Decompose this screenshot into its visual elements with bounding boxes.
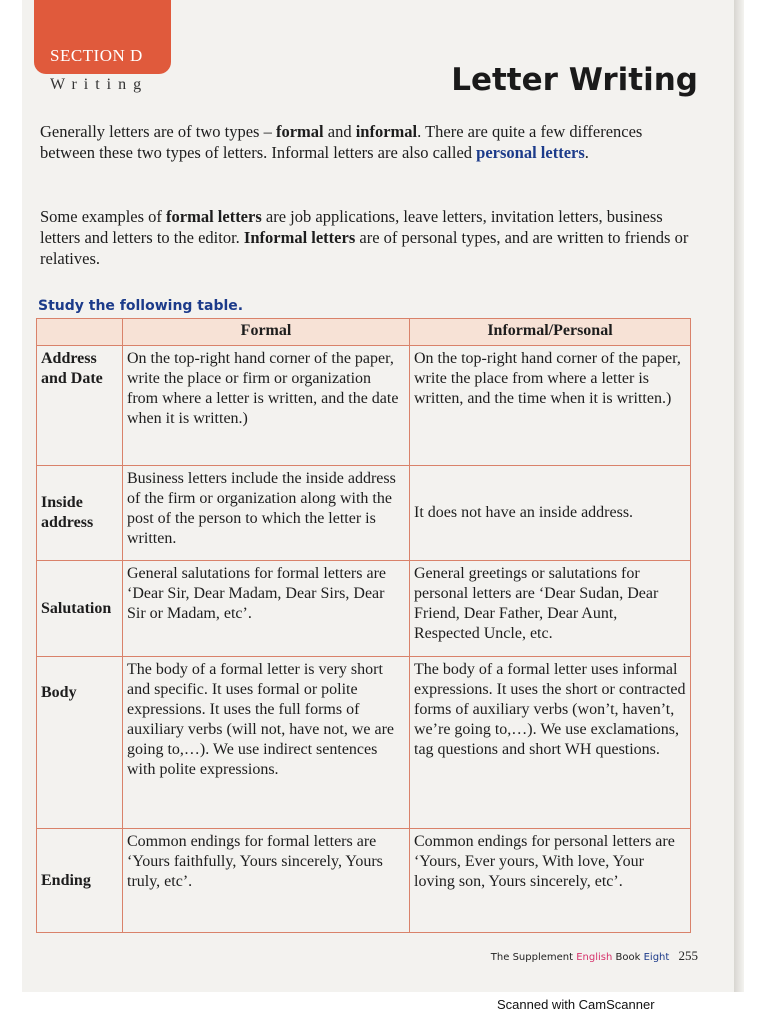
table-row <box>37 346 691 466</box>
row-label-salutation: Salutation <box>37 561 123 657</box>
table-row <box>37 561 691 657</box>
header-formal: Formal <box>123 319 410 346</box>
p2-bold-informal-letters: Informal letters <box>243 228 356 247</box>
table-intro: Study the following table. <box>38 298 244 314</box>
table-row <box>37 657 691 829</box>
section-subheading: Writing <box>50 76 149 93</box>
row-label-address-date: Address and Date <box>37 346 123 466</box>
informal-address-date: On the top-right hand corner of the paper, write the place from where a letter is written, and the time when it is written.) <box>410 346 691 466</box>
p1-text-b: and <box>323 122 356 141</box>
p1-bold-formal: formal <box>275 122 324 141</box>
footer-book-c: Book <box>615 952 641 963</box>
page-edge-shadow <box>734 0 744 992</box>
row-label-ending: Ending <box>37 829 123 933</box>
row-label-inside-address: Inside address <box>37 466 123 561</box>
footer-book-b: English <box>576 952 613 963</box>
informal-ending: Common endings for personal letters are ‘Yours, Ever yours, With love, Your loving son, Yours sincerely, etc’. <box>410 829 691 933</box>
p2-text-b: are job applications, leave letters, invitation letters, business letters and letters to the editor. <box>40 207 663 247</box>
p2-text-a: Some examples of <box>40 207 167 226</box>
table-header-row <box>37 319 691 346</box>
p1-text-a: Generally letters are of two types – <box>40 122 276 141</box>
section-label: SECTION D <box>50 46 143 65</box>
header-informal: Informal/Personal <box>410 319 691 346</box>
formal-inside-address: Business letters include the inside address of the firm or organization along with the post of the person to which the letter is written. <box>123 466 410 561</box>
p1-text-c: . There are quite a few differences between these two types of letters. Informal letters are also called <box>40 122 643 162</box>
informal-inside-address: It does not have an inside address. <box>410 466 691 561</box>
p2-text-c: are of personal types, and are written to friends or relatives. <box>40 228 689 268</box>
formal-ending: Common endings for formal letters are ‘Yours faithfully, Yours sincerely, Yours truly, etc’. <box>123 829 410 933</box>
intro-paragraph-1 <box>40 121 700 163</box>
comparison-table <box>36 318 691 933</box>
page-title: Letter Writing <box>451 62 698 98</box>
intro-paragraph-2 <box>40 206 700 269</box>
informal-body: The body of a formal letter uses informal expressions. It uses the short or contracted forms of auxiliary verbs (won’t, haven’t, we’re going to,…). We use exclamations, tag questions and short WH questions. <box>410 657 691 829</box>
p2-bold-formal-letters: formal letters <box>166 207 262 226</box>
section-tab <box>34 0 171 74</box>
page-number: 255 <box>678 948 698 963</box>
p1-text-d: . <box>584 143 589 162</box>
formal-body: The body of a formal letter is very short and specific. It uses formal or polite expressions. It uses the full forms of auxiliary verbs (will not, have not, we are going to,…). We use indirect sentences with polite expressions. <box>123 657 410 829</box>
formal-address-date: On the top-right hand corner of the paper, write the place or firm or organization from where a letter is written, and the date when it is written.) <box>123 346 410 466</box>
p1-bold-informal: informal <box>355 122 418 141</box>
header-empty <box>37 319 123 346</box>
formal-salutation: General salutations for formal letters are ‘Dear Sir, Dear Madam, Dear Sirs, Dear Sir or Madam, etc’. <box>123 561 410 657</box>
row-label-body: Body <box>37 657 123 829</box>
page-footer <box>491 948 698 964</box>
footer-book-d: Eight <box>643 952 670 963</box>
informal-salutation: General greetings or salutations for personal letters are ‘Dear Sudan, Dear Friend, Dear Father, Dear Aunt, Respected Uncle, etc. <box>410 561 691 657</box>
scanner-watermark: Scanned with CamScanner <box>497 997 655 1012</box>
table-row <box>37 466 691 561</box>
footer-book-a: The Supplement <box>490 952 574 963</box>
p1-personal-letters: personal letters <box>476 143 585 162</box>
table-row <box>37 829 691 933</box>
